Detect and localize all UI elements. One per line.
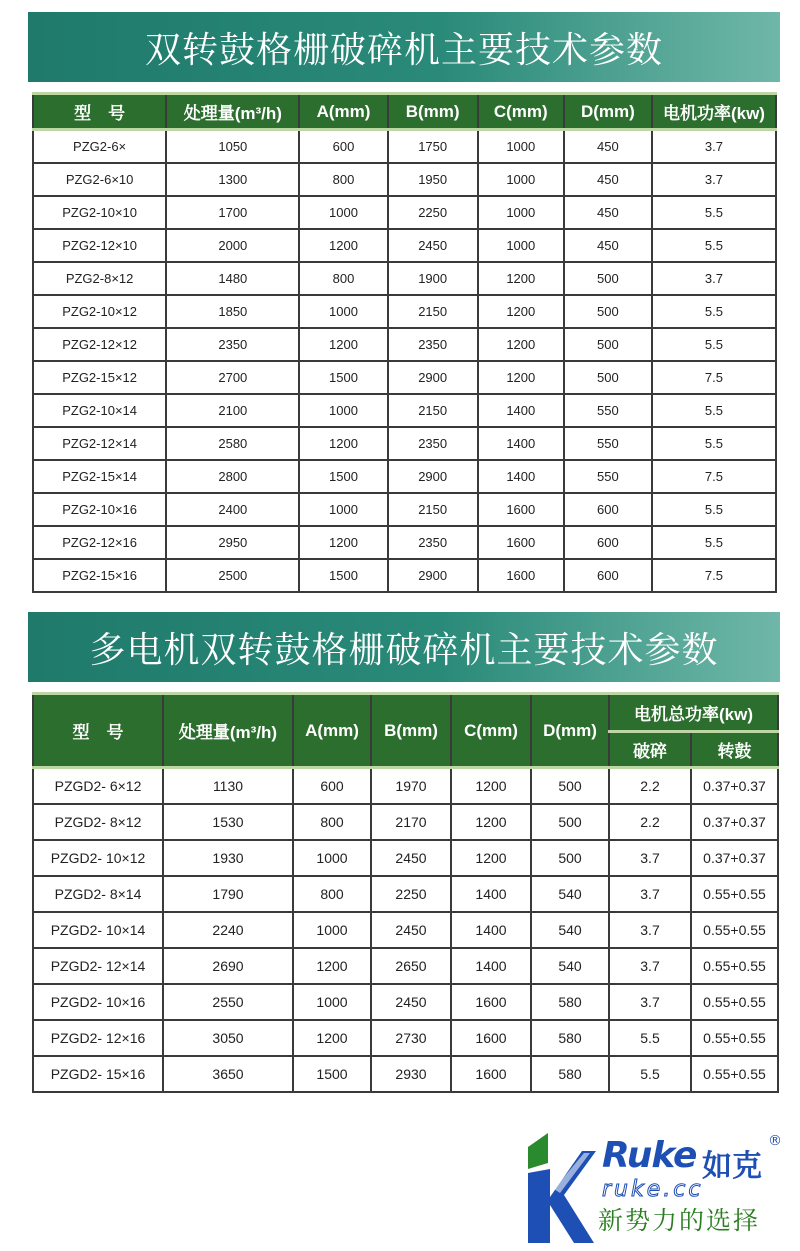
table-cell: 3.7 (652, 130, 776, 164)
table-cell: 1400 (451, 876, 531, 912)
table-cell: 2.2 (609, 768, 691, 805)
table-row (33, 840, 778, 876)
table-row (33, 948, 778, 984)
table-cell: 2150 (388, 493, 478, 526)
table-cell: 2930 (371, 1056, 451, 1092)
table-cell: 1000 (299, 394, 387, 427)
table-row (33, 394, 776, 427)
table-cell: 5.5 (652, 229, 776, 262)
table-row (33, 912, 778, 948)
table-cell: 1000 (478, 130, 564, 164)
table1-body (33, 130, 776, 593)
table-cell: 3.7 (652, 163, 776, 196)
table-cell: 540 (531, 876, 609, 912)
subheader-drum: 转鼓 (691, 732, 778, 768)
table-cell: 1000 (293, 912, 371, 948)
model-cell: PZGD2- 10×16 (33, 984, 163, 1020)
table-cell: 600 (564, 493, 652, 526)
table-cell: 1200 (299, 328, 387, 361)
table-cell: 2900 (388, 361, 478, 394)
header-model: 型 号 (33, 94, 166, 130)
table-cell: 2170 (371, 804, 451, 840)
table-cell: 2580 (166, 427, 299, 460)
table-cell: 500 (564, 262, 652, 295)
table-cell: 2250 (388, 196, 478, 229)
model-cell: PZG2-6×10 (33, 163, 166, 196)
model-cell: PZG2-10×10 (33, 196, 166, 229)
table-cell: 2800 (166, 460, 299, 493)
table-cell: 1000 (299, 196, 387, 229)
table-cell: 540 (531, 948, 609, 984)
table-cell: 7.5 (652, 559, 776, 592)
table-cell: 500 (564, 295, 652, 328)
table-cell: 800 (293, 876, 371, 912)
table-cell: 580 (531, 1020, 609, 1056)
table-cell: 2240 (163, 912, 293, 948)
table-cell: 1600 (451, 1056, 531, 1092)
table-cell: 1400 (451, 912, 531, 948)
header-a: A(mm) (299, 94, 387, 130)
model-cell: PZG2-6× (33, 130, 166, 164)
table-cell: 1500 (299, 361, 387, 394)
table-cell: 1600 (478, 559, 564, 592)
model-cell: PZG2-12×12 (33, 328, 166, 361)
ruke-k-mark-icon (524, 1133, 596, 1243)
table-cell: 1200 (451, 840, 531, 876)
table-cell: 550 (564, 460, 652, 493)
table-cell: 1400 (478, 460, 564, 493)
table2-title-banner (28, 612, 780, 682)
table-cell: 1200 (478, 262, 564, 295)
table-cell: 600 (293, 768, 371, 805)
table-cell: 3650 (163, 1056, 293, 1092)
table-cell: 1600 (478, 526, 564, 559)
table1-title: 双转鼓格栅破碎机主要技术参数 (144, 29, 663, 71)
table-row (33, 984, 778, 1020)
table-cell: 7.5 (652, 361, 776, 394)
table1-title-banner (28, 12, 780, 82)
table-cell: 1130 (163, 768, 293, 805)
table-cell: 0.55+0.55 (691, 948, 778, 984)
header-capacity: 处理量(m³/h) (166, 94, 299, 130)
subheader-crushing: 破碎 (609, 732, 691, 768)
table-cell: 1200 (299, 229, 387, 262)
table-cell: 1850 (166, 295, 299, 328)
table-cell: 1200 (478, 295, 564, 328)
table-cell: 5.5 (652, 394, 776, 427)
model-cell: PZG2-15×16 (33, 559, 166, 592)
table-cell: 7.5 (652, 460, 776, 493)
table-cell: 1000 (299, 295, 387, 328)
table-cell: 450 (564, 163, 652, 196)
table-cell: 2150 (388, 295, 478, 328)
table-cell: 5.5 (652, 328, 776, 361)
table-cell: 1900 (388, 262, 478, 295)
logo-slogan: 新势力的选择 (598, 1206, 761, 1235)
table-cell: 600 (564, 526, 652, 559)
header-b: B(mm) (388, 94, 478, 130)
table-cell: 1750 (388, 130, 478, 164)
table-cell: 2250 (371, 876, 451, 912)
table-cell: 5.5 (609, 1020, 691, 1056)
table-cell: 3.7 (609, 840, 691, 876)
table-cell: 2550 (163, 984, 293, 1020)
table-cell: 5.5 (652, 196, 776, 229)
table-cell: 1930 (163, 840, 293, 876)
model-cell: PZG2-12×14 (33, 427, 166, 460)
table-row (33, 460, 776, 493)
header-d: D(mm) (531, 694, 609, 768)
table-row (33, 361, 776, 394)
table-cell: 2730 (371, 1020, 451, 1056)
table-cell: 500 (531, 804, 609, 840)
table-cell: 450 (564, 130, 652, 164)
table-cell: 450 (564, 229, 652, 262)
model-cell: PZG2-8×12 (33, 262, 166, 295)
table-cell: 600 (564, 559, 652, 592)
table-cell: 1300 (166, 163, 299, 196)
model-cell: PZGD2- 8×14 (33, 876, 163, 912)
logo-brand-cn: 如克 (702, 1149, 762, 1184)
table-cell: 1480 (166, 262, 299, 295)
model-cell: PZGD2- 12×16 (33, 1020, 163, 1056)
model-cell: PZG2-15×12 (33, 361, 166, 394)
table-cell: 1200 (451, 768, 531, 805)
header-c: C(mm) (478, 94, 564, 130)
model-cell: PZG2-12×10 (33, 229, 166, 262)
table-cell: 1700 (166, 196, 299, 229)
table-row (33, 427, 776, 460)
table-cell: 2350 (388, 328, 478, 361)
table-row (33, 768, 778, 805)
table-header-row (33, 694, 778, 732)
table-row (33, 196, 776, 229)
table-cell: 2000 (166, 229, 299, 262)
logo-brand-text: Ruke (602, 1135, 697, 1176)
table-cell: 3.7 (609, 948, 691, 984)
table-cell: 1000 (293, 840, 371, 876)
table-cell: 1200 (293, 1020, 371, 1056)
table-cell: 1000 (478, 163, 564, 196)
table-cell: 800 (293, 804, 371, 840)
table-cell: 1000 (293, 984, 371, 1020)
table-cell: 1000 (299, 493, 387, 526)
spec-table-1 (32, 92, 777, 593)
table-cell: 2950 (166, 526, 299, 559)
model-cell: PZG2-10×14 (33, 394, 166, 427)
table-row (33, 1020, 778, 1056)
table-cell: 1200 (478, 328, 564, 361)
table-cell: 5.5 (652, 526, 776, 559)
table-cell: 1000 (478, 229, 564, 262)
table-cell: 1950 (388, 163, 478, 196)
table2-body (33, 768, 778, 1093)
table-cell: 0.37+0.37 (691, 768, 778, 805)
table-cell: 2150 (388, 394, 478, 427)
spec-table-2 (32, 692, 779, 1093)
table-row (33, 295, 776, 328)
table-cell: 3050 (163, 1020, 293, 1056)
header-total-motor-power: 电机总功率(kw) (609, 694, 778, 732)
registered-mark: ® (768, 1133, 782, 1149)
table-cell: 450 (564, 196, 652, 229)
table-header-row (33, 94, 776, 130)
table-cell: 1530 (163, 804, 293, 840)
table-cell: 2400 (166, 493, 299, 526)
table-cell: 1200 (299, 427, 387, 460)
header-motor-power: 电机功率(kw) (652, 94, 776, 130)
table-cell: 1050 (166, 130, 299, 164)
table-cell: 550 (564, 394, 652, 427)
table-cell: 1970 (371, 768, 451, 805)
table-cell: 540 (531, 912, 609, 948)
table-cell: 500 (564, 361, 652, 394)
table-cell: 2.2 (609, 804, 691, 840)
table-cell: 0.55+0.55 (691, 1020, 778, 1056)
table-cell: 2900 (388, 559, 478, 592)
table-cell: 500 (531, 768, 609, 805)
table-cell: 1500 (299, 460, 387, 493)
table-cell: 5.5 (609, 1056, 691, 1092)
model-cell: PZG2-10×12 (33, 295, 166, 328)
header-b: B(mm) (371, 694, 451, 768)
table-cell: 1600 (478, 493, 564, 526)
model-cell: PZGD2- 15×16 (33, 1056, 163, 1092)
model-cell: PZGD2- 10×14 (33, 912, 163, 948)
table-cell: 1600 (451, 984, 531, 1020)
header-a: A(mm) (293, 694, 371, 768)
table-cell: 5.5 (652, 493, 776, 526)
table-row (33, 804, 778, 840)
model-cell: PZG2-15×14 (33, 460, 166, 493)
table-cell: 1200 (293, 948, 371, 984)
table-cell: 0.55+0.55 (691, 1056, 778, 1092)
model-cell: PZGD2- 8×12 (33, 804, 163, 840)
table-cell: 0.55+0.55 (691, 984, 778, 1020)
table-cell: 0.37+0.37 (691, 804, 778, 840)
table-cell: 2450 (371, 912, 451, 948)
table-cell: 2700 (166, 361, 299, 394)
table-row (33, 526, 776, 559)
table-cell: 2100 (166, 394, 299, 427)
table-cell: 5.5 (652, 427, 776, 460)
ruke-logo (524, 1133, 784, 1243)
table-row (33, 876, 778, 912)
table-cell: 580 (531, 1056, 609, 1092)
table-cell: 2450 (371, 840, 451, 876)
table-cell: 2900 (388, 460, 478, 493)
table-row (33, 229, 776, 262)
table-cell: 1500 (293, 1056, 371, 1092)
logo-domain: ruke.cc (602, 1177, 704, 1202)
table-cell: 1000 (478, 196, 564, 229)
table-cell: 600 (299, 130, 387, 164)
table-cell: 500 (564, 328, 652, 361)
table-cell: 2350 (388, 427, 478, 460)
table-cell: 550 (564, 427, 652, 460)
model-cell: PZG2-10×16 (33, 493, 166, 526)
model-cell: PZGD2- 10×12 (33, 840, 163, 876)
table-cell: 500 (531, 840, 609, 876)
model-cell: PZGD2- 12×14 (33, 948, 163, 984)
table-cell: 1400 (478, 394, 564, 427)
table-row (33, 1056, 778, 1092)
table-cell: 800 (299, 163, 387, 196)
table-cell: 1790 (163, 876, 293, 912)
table-cell: 2690 (163, 948, 293, 984)
header-capacity: 处理量(m³/h) (163, 694, 293, 768)
table-cell: 2450 (388, 229, 478, 262)
model-cell: PZGD2- 6×12 (33, 768, 163, 805)
table-cell: 800 (299, 262, 387, 295)
table-cell: 2350 (388, 526, 478, 559)
table-cell: 2450 (371, 984, 451, 1020)
table-cell: 3.7 (609, 984, 691, 1020)
header-model: 型 号 (33, 694, 163, 768)
table-cell: 2500 (166, 559, 299, 592)
table-row (33, 163, 776, 196)
table-row (33, 328, 776, 361)
table-row (33, 262, 776, 295)
table-cell: 2650 (371, 948, 451, 984)
table-cell: 3.7 (652, 262, 776, 295)
model-cell: PZG2-12×16 (33, 526, 166, 559)
table2-title: 多电机双转鼓格栅破碎机主要技术参数 (89, 629, 719, 671)
table-cell: 0.55+0.55 (691, 876, 778, 912)
table-cell: 1400 (451, 948, 531, 984)
table-cell: 1200 (299, 526, 387, 559)
header-d: D(mm) (564, 94, 652, 130)
header-c: C(mm) (451, 694, 531, 768)
table-cell: 1600 (451, 1020, 531, 1056)
table-cell: 1400 (478, 427, 564, 460)
table-cell: 1500 (299, 559, 387, 592)
table-cell: 5.5 (652, 295, 776, 328)
table-row (33, 559, 776, 592)
table-row (33, 130, 776, 164)
table-cell: 580 (531, 984, 609, 1020)
table-cell: 1200 (451, 804, 531, 840)
table-row (33, 493, 776, 526)
table-cell: 2350 (166, 328, 299, 361)
table-cell: 3.7 (609, 912, 691, 948)
table-cell: 0.37+0.37 (691, 840, 778, 876)
table-cell: 0.55+0.55 (691, 912, 778, 948)
table-cell: 1200 (478, 361, 564, 394)
table-cell: 3.7 (609, 876, 691, 912)
